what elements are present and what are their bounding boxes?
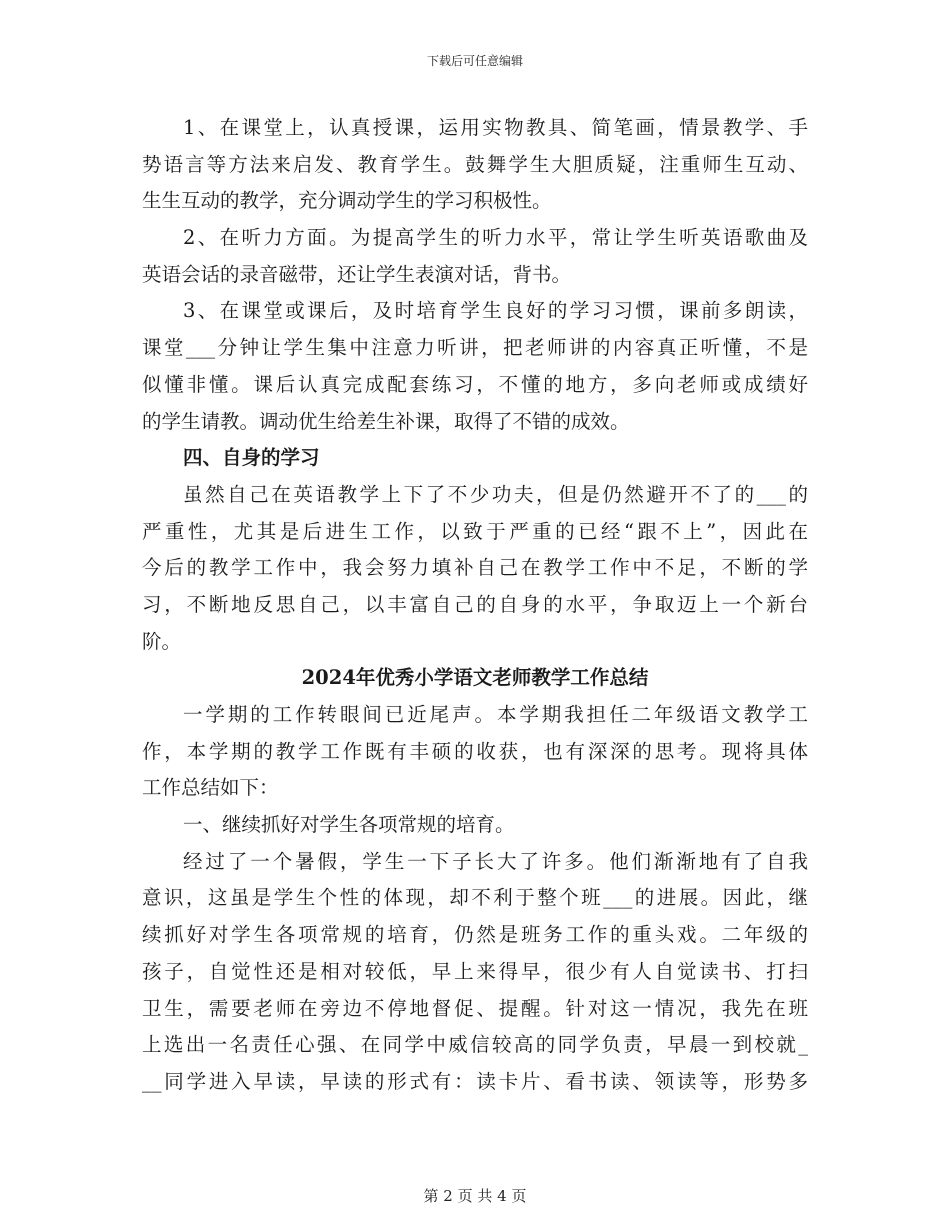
text-line: 续抓好对学生各项常规的培育，仍然是班务工作的重头戏。二年级的: [142, 923, 808, 947]
section-heading: 四、自身的学习: [183, 446, 320, 470]
text-line: 卫生，需要老师在旁边不停地督促、提醒。针对这一情况，我先在班: [142, 996, 808, 1020]
text-line: 一学期的工作转眼间已近尾声。本学期我担任二年级语文教学工: [183, 703, 808, 726]
text-line: 势语言等方法来启发、教育学生。鼓舞学生大胆质疑，注重师生互动、: [142, 152, 808, 176]
text-line: 2、在听力方面。为提高学生的听力水平，常让学生听英语歌曲及: [183, 226, 808, 250]
text-line: 作，本学期的教学工作既有丰硕的收获，也有深深的思考。现将具体: [142, 739, 808, 763]
text-line: 1、在课堂上，认真授课，运用实物教具、简笔画，情景教学、手: [183, 116, 808, 139]
document-body: [142, 110, 808, 1101]
section-title: 2024年优秀小学语文老师教学工作总结: [301, 666, 649, 690]
page-number-footer: 第 2 页 共 4 页: [423, 1187, 527, 1205]
text-line: 意识，这虽是学生个性的体现，却不利于整个班___的进展。因此，继: [142, 886, 808, 910]
text-line: 似懂非懂。课后认真完成配套练习，不懂的地方，多向老师或成绩好: [142, 372, 808, 396]
text-line: 生生互动的教学，充分调动学生的学习积极性。: [142, 189, 552, 213]
text-line: 上选出一名责任心强、在同学中威信较高的同学负责，早晨一到校就_: [142, 1033, 808, 1057]
text-line: 孩子，自觉性还是相对较低，早上来得早，很少有人自觉读书、打扫: [142, 959, 808, 983]
text-line: 一、继续抓好对学生各项常规的培育。: [183, 813, 515, 837]
text-line: 经过了一个暑假，学生一下子长大了许多。他们渐渐地有了自我: [183, 849, 808, 873]
text-line: 阶。: [142, 629, 182, 653]
text-line: 今后的教学工作中，我会努力填补自己在教学工作中不足，不断的学: [142, 556, 808, 580]
text-line: 虽然自己在英语教学上下了不少功夫，但是仍然避开不了的___的: [183, 482, 808, 506]
text-line: 严重性，尤其是后进生工作，以致于严重的已经“跟不上”，因此在: [142, 519, 808, 543]
text-line: 的学生请教。调动优生给差生补课，取得了不错的成效。: [142, 409, 630, 433]
text-line: 英语会话的录音磁带，还让学生表演对话，背书。: [142, 262, 572, 286]
page-header: 下载后可任意编辑: [426, 54, 523, 68]
text-line: 3、在课堂或课后，及时培育学生良好的学习习惯，课前多朗读，: [183, 299, 808, 323]
text-line: 习，不断地反思自己，以丰富自己的自身的水平，争取迈上一个新台: [142, 592, 808, 616]
text-line: 工作总结如下：: [142, 776, 279, 800]
text-line: __同学进入早读，早读的形式有：读卡片、看书读、领读等，形势多: [142, 1069, 808, 1093]
text-line: 课堂___分钟让学生集中注意力听讲，把老师讲的内容真正听懂，不是: [142, 336, 808, 360]
